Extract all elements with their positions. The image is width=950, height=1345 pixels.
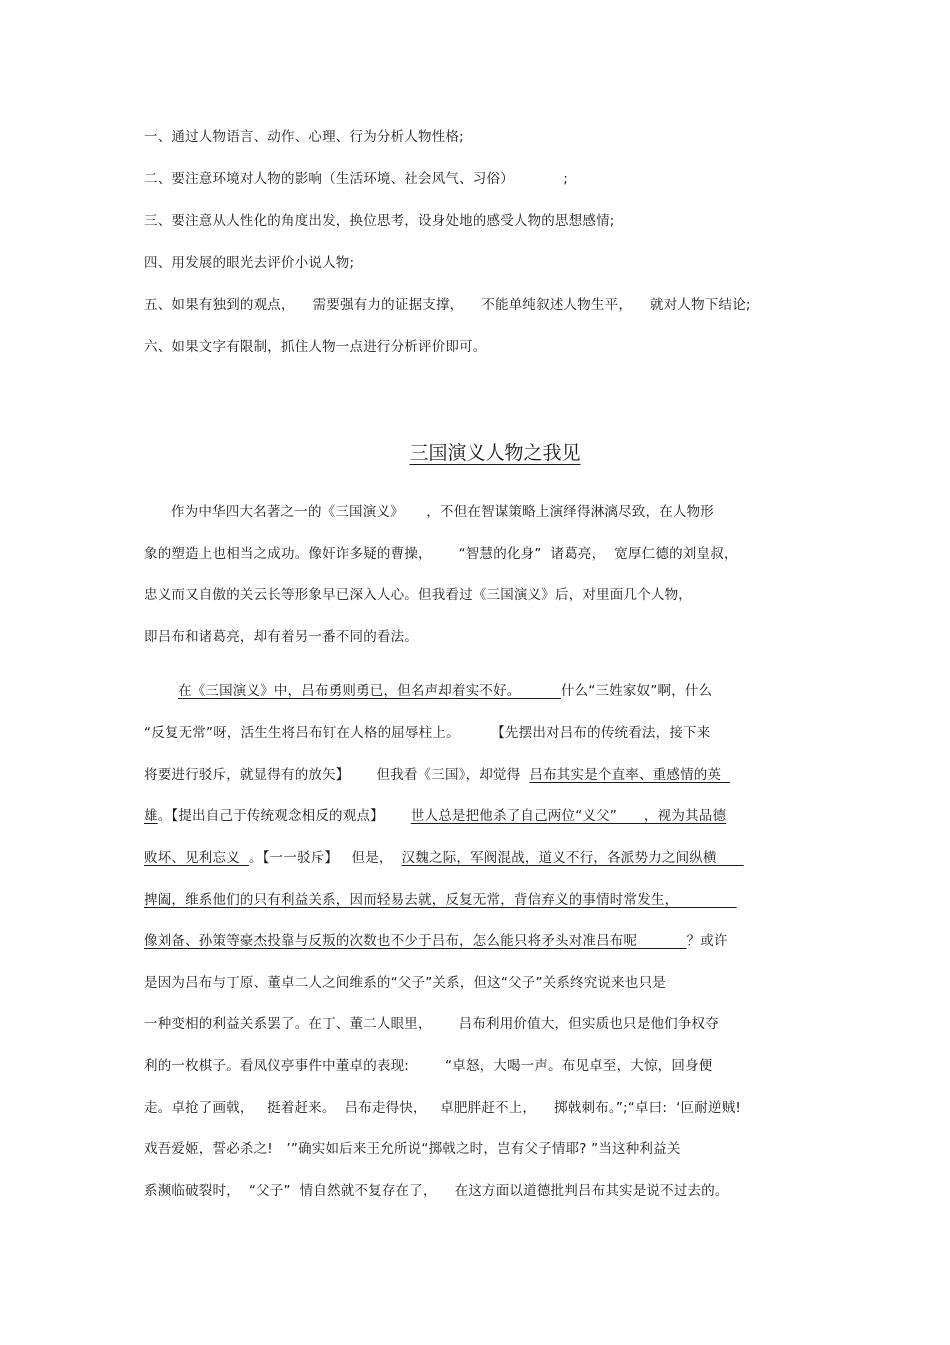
para2-line: 系濒临破裂时， “父子” 情自然就不复存在了， 在这方面以道德批判吕布其实是说不过去的。	[144, 1183, 729, 1199]
para2-line: 一种变相的利益关系罢了。在丁、董二人眼里， 吕布利用价值大，但实质也只是他们争权夺	[144, 1016, 719, 1032]
para2-line: 戏吾爱姬，誓必杀之! ’”确实如后来王允所说“掷戟之时，岂有父子情耶? ”当这种利益关	[144, 1141, 681, 1157]
para1-line: 忠义而又自傲的关云长等形象早已深入人心。但我看过《三国演义》后，对里面几个人物，	[144, 587, 692, 603]
para1-line: 象的塑造上也相当之成功。像奸诈多疑的曹操， “智慧的化身” 诸葛亮， 宽厚仁德的刘皇叔，	[144, 546, 738, 562]
tip-2: 二、要注意环境对人物的影响（生活环境、社会风气、习俗） ;	[144, 171, 569, 187]
para2-line	[144, 766, 730, 784]
underlined-text: 像刘备、孙策等豪杰投靠与反叛的次数也不少于吕布，怎么能只将矛头对准吕布呢	[144, 933, 687, 949]
para1-line: 作为中华四大名著之一的《三国演义》 ，不但在智谋策略上演绎得淋漓尽致，在人物形	[144, 504, 715, 520]
underlined-text: 败坏、见利忘义	[144, 850, 249, 866]
plain-text: 。【提出自己于传统观念相反的观点】	[157, 808, 411, 824]
essay-title: 三国演义人物之我见	[409, 442, 581, 464]
plain-text: 什么“三姓家奴”啊，什么	[560, 683, 713, 699]
tip-1: 一、通过人物语言、动作、心理、行为分析人物性格;	[144, 129, 464, 145]
tip-3: 三、要注意从人性化的角度出发，换位思考，设身处地的感受人物的思想感情;	[144, 213, 615, 229]
para2-line	[144, 932, 728, 950]
plain-text: 将要进行驳斥，就显得有的放矢】 但我看《三国》，却觉得	[144, 767, 530, 783]
para2-line	[178, 682, 712, 700]
para2-line: “反复无常”呀，活生生将吕布钉在人格的屈辱柱上。 【先摆出对吕布的传统看法，接下来	[144, 725, 711, 741]
para2-line	[144, 849, 744, 867]
para1-line: 即吕布和诸葛亮，却有着另一番不同的看法。	[144, 629, 418, 645]
plain-text: 。【一一驳斥】 但是，	[248, 850, 402, 866]
underlined-text: 世人总是把他杀了自己两位“义父” ，视为其品德	[410, 808, 727, 824]
underlined-text: 在《三国演义》中，吕布勇则勇已，但名声却着实不好。	[178, 683, 561, 699]
underlined-text: 吕布其实是个直率、重感情的英	[529, 767, 731, 783]
plain-text: ？或许	[686, 933, 728, 949]
para2-line: 利的一枚棋子。看凤仪亭事件中董卓的表现: “卓怒，大喝一声。布见卓至，大惊，回身便	[144, 1058, 713, 1074]
para2-line: 捭阖，维系他们的只有利益关系，因而轻易去就，反复无常，背信弃义的事情时常发生，	[144, 892, 737, 908]
para2-line	[144, 807, 726, 825]
tip-6: 六、如果文字有限制，抓住人物一点进行分析评价即可。	[144, 339, 487, 355]
underlined-text: 雄	[144, 808, 158, 824]
tip-4: 四、用发展的眼光去评价小说人物;	[144, 255, 355, 271]
underlined-text: 汉魏之际，军阀混战，道义不行，各派势力之间纵横	[401, 850, 744, 866]
para2-line: 走。卓抢了画戟， 挺着赶来。 吕布走得快， 卓肥胖赶不上， 掷戟刺布。”;“卓曰: ‘叵耐逆贼!	[144, 1100, 742, 1116]
tip-5: 五、如果有独到的观点， 需要强有力的证据支撑， 不能单纯叙述人物生平， 就对人物下结论;	[144, 297, 751, 313]
para2-line: 是因为吕布与丁原、董卓二人之间维系的“父子”关系，但这“父子”关系终究说来也只是	[144, 975, 666, 991]
